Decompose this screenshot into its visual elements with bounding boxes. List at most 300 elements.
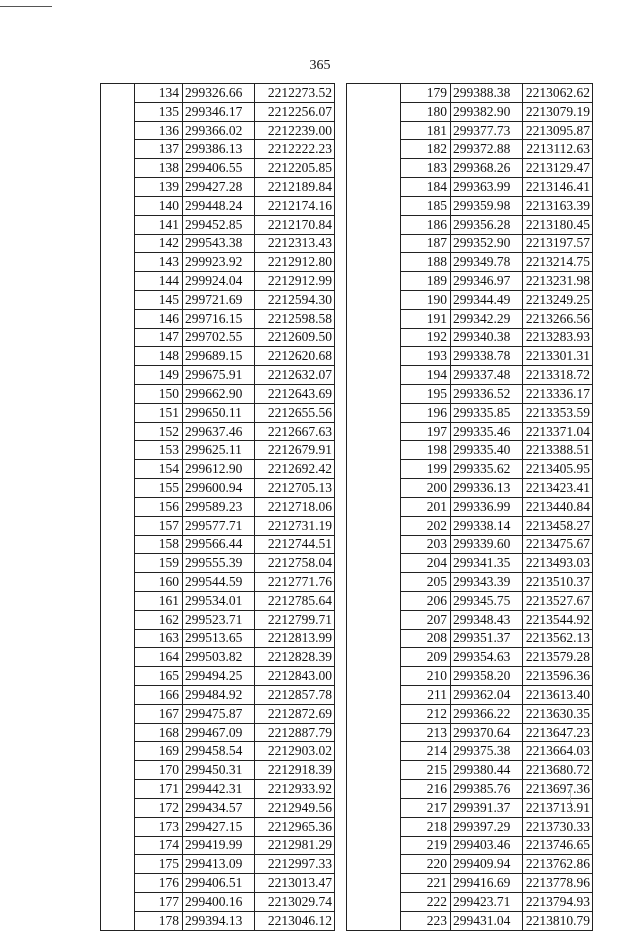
- table-row: [101, 874, 335, 893]
- point-number: 170: [135, 761, 183, 780]
- x-coordinate: 299406.55: [183, 159, 255, 178]
- empty-cell: [347, 272, 401, 291]
- empty-cell: [347, 516, 401, 535]
- table-row: [347, 159, 593, 178]
- table-row: [101, 309, 335, 328]
- x-coordinate: 299388.38: [451, 84, 523, 103]
- table-row: [347, 704, 593, 723]
- y-coordinate: 2212744.51: [255, 535, 335, 554]
- x-coordinate: 299494.25: [183, 667, 255, 686]
- table-row: [101, 328, 335, 347]
- x-coordinate: 299335.62: [451, 460, 523, 479]
- empty-cell: [101, 460, 135, 479]
- y-coordinate: 2213180.45: [523, 215, 593, 234]
- table-row: [101, 366, 335, 385]
- x-coordinate: 299406.51: [183, 874, 255, 893]
- y-coordinate: 2213283.93: [523, 328, 593, 347]
- point-number: 192: [401, 328, 451, 347]
- x-coordinate: 299386.13: [183, 140, 255, 159]
- empty-cell: [101, 855, 135, 874]
- y-coordinate: 2213029.74: [255, 892, 335, 911]
- empty-cell: [347, 441, 401, 460]
- y-coordinate: 2213730.33: [523, 817, 593, 836]
- x-coordinate: 299452.85: [183, 215, 255, 234]
- table-row: [101, 704, 335, 723]
- empty-cell: [101, 441, 135, 460]
- x-coordinate: 299689.15: [183, 347, 255, 366]
- point-number: 156: [135, 497, 183, 516]
- table-row: [347, 836, 593, 855]
- point-number: 214: [401, 742, 451, 761]
- y-coordinate: 2212771.76: [255, 573, 335, 592]
- y-coordinate: 2212887.79: [255, 723, 335, 742]
- empty-cell: [347, 196, 401, 215]
- empty-cell: [101, 892, 135, 911]
- table-row: [347, 121, 593, 140]
- point-number: 217: [401, 798, 451, 817]
- empty-cell: [347, 648, 401, 667]
- x-coordinate: 299403.46: [451, 836, 523, 855]
- table-row: [347, 554, 593, 573]
- y-coordinate: 2212256.07: [255, 102, 335, 121]
- y-coordinate: 2213163.39: [523, 196, 593, 215]
- y-coordinate: 2213630.35: [523, 704, 593, 723]
- empty-cell: [347, 629, 401, 648]
- empty-cell: [347, 817, 401, 836]
- point-number: 162: [135, 610, 183, 629]
- table-row: [101, 892, 335, 911]
- x-coordinate: 299340.38: [451, 328, 523, 347]
- x-coordinate: 299345.75: [451, 591, 523, 610]
- empty-cell: [347, 704, 401, 723]
- point-number: 207: [401, 610, 451, 629]
- point-number: 211: [401, 686, 451, 705]
- table-row: [347, 178, 593, 197]
- table-row: [101, 667, 335, 686]
- y-coordinate: 2213493.03: [523, 554, 593, 573]
- table-row: [101, 140, 335, 159]
- point-number: 160: [135, 573, 183, 592]
- point-number: 180: [401, 102, 451, 121]
- empty-cell: [347, 667, 401, 686]
- y-coordinate: 2213214.75: [523, 253, 593, 272]
- table-row: [347, 215, 593, 234]
- point-number: 172: [135, 798, 183, 817]
- x-coordinate: 299413.09: [183, 855, 255, 874]
- table-row: [347, 403, 593, 422]
- point-number: 206: [401, 591, 451, 610]
- empty-cell: [347, 460, 401, 479]
- x-coordinate: 299335.85: [451, 403, 523, 422]
- x-coordinate: 299370.64: [451, 723, 523, 742]
- table-row: [101, 742, 335, 761]
- x-coordinate: 299339.60: [451, 535, 523, 554]
- x-coordinate: 299637.46: [183, 422, 255, 441]
- point-number: 150: [135, 385, 183, 404]
- y-coordinate: 2212731.19: [255, 516, 335, 535]
- empty-cell: [347, 366, 401, 385]
- empty-cell: [101, 366, 135, 385]
- y-coordinate: 2212799.71: [255, 610, 335, 629]
- x-coordinate: 299721.69: [183, 290, 255, 309]
- table-row: [101, 817, 335, 836]
- x-coordinate: 299523.71: [183, 610, 255, 629]
- empty-cell: [101, 723, 135, 742]
- y-coordinate: 2213013.47: [255, 874, 335, 893]
- empty-cell: [347, 121, 401, 140]
- table-row: [101, 178, 335, 197]
- empty-cell: [347, 554, 401, 573]
- y-coordinate: 2213266.56: [523, 309, 593, 328]
- y-coordinate: 2213371.04: [523, 422, 593, 441]
- x-coordinate: 299394.13: [183, 911, 255, 930]
- point-number: 151: [135, 403, 183, 422]
- point-number: 221: [401, 874, 451, 893]
- empty-cell: [101, 516, 135, 535]
- table-row: [347, 892, 593, 911]
- table-row: [347, 347, 593, 366]
- x-coordinate: 299484.92: [183, 686, 255, 705]
- empty-cell: [347, 84, 401, 103]
- table-row: [101, 403, 335, 422]
- y-coordinate: 2212632.07: [255, 366, 335, 385]
- x-coordinate: 299543.38: [183, 234, 255, 253]
- empty-cell: [347, 140, 401, 159]
- point-number: 155: [135, 479, 183, 498]
- table-row: [347, 535, 593, 554]
- empty-cell: [101, 403, 135, 422]
- empty-cell: [347, 178, 401, 197]
- x-coordinate: 299544.59: [183, 573, 255, 592]
- empty-cell: [347, 102, 401, 121]
- point-number: 184: [401, 178, 451, 197]
- y-coordinate: 2213647.23: [523, 723, 593, 742]
- table-row: [101, 780, 335, 799]
- point-number: 138: [135, 159, 183, 178]
- table-row: [101, 911, 335, 930]
- y-coordinate: 2213544.92: [523, 610, 593, 629]
- point-number: 222: [401, 892, 451, 911]
- table-row: [347, 309, 593, 328]
- y-coordinate: 2213062.62: [523, 84, 593, 103]
- empty-cell: [101, 704, 135, 723]
- y-coordinate: 2212594.30: [255, 290, 335, 309]
- x-coordinate: 299336.13: [451, 479, 523, 498]
- y-coordinate: 2212981.29: [255, 836, 335, 855]
- empty-cell: [347, 290, 401, 309]
- table-row: [101, 573, 335, 592]
- table-row: [101, 215, 335, 234]
- empty-cell: [101, 629, 135, 648]
- y-coordinate: 2213336.17: [523, 385, 593, 404]
- x-coordinate: 299716.15: [183, 309, 255, 328]
- empty-cell: [101, 253, 135, 272]
- y-coordinate: 2212843.00: [255, 667, 335, 686]
- table-row: [101, 479, 335, 498]
- x-coordinate: 299348.43: [451, 610, 523, 629]
- empty-cell: [347, 742, 401, 761]
- empty-cell: [101, 347, 135, 366]
- x-coordinate: 299363.99: [451, 178, 523, 197]
- x-coordinate: 299612.90: [183, 460, 255, 479]
- table-row: [347, 385, 593, 404]
- point-number: 196: [401, 403, 451, 422]
- table-row: [347, 272, 593, 291]
- y-coordinate: 2212813.99: [255, 629, 335, 648]
- x-coordinate: 299427.28: [183, 178, 255, 197]
- empty-cell: [101, 911, 135, 930]
- empty-cell: [101, 836, 135, 855]
- point-number: 143: [135, 253, 183, 272]
- x-coordinate: 299923.92: [183, 253, 255, 272]
- point-number: 198: [401, 441, 451, 460]
- point-number: 136: [135, 121, 183, 140]
- x-coordinate: 299419.99: [183, 836, 255, 855]
- x-coordinate: 299336.52: [451, 385, 523, 404]
- y-coordinate: 2213095.87: [523, 121, 593, 140]
- point-number: 148: [135, 347, 183, 366]
- x-coordinate: 299467.09: [183, 723, 255, 742]
- point-number: 154: [135, 460, 183, 479]
- scan-edge-mark: [570, 785, 571, 803]
- y-coordinate: 2212705.13: [255, 479, 335, 498]
- point-number: 213: [401, 723, 451, 742]
- x-coordinate: 299448.24: [183, 196, 255, 215]
- x-coordinate: 299513.65: [183, 629, 255, 648]
- x-coordinate: 299400.16: [183, 892, 255, 911]
- table-row: [101, 798, 335, 817]
- table-row: [101, 84, 335, 103]
- table-row: [101, 591, 335, 610]
- x-coordinate: 299366.22: [451, 704, 523, 723]
- x-coordinate: 299368.26: [451, 159, 523, 178]
- point-number: 199: [401, 460, 451, 479]
- point-number: 208: [401, 629, 451, 648]
- y-coordinate: 2212679.91: [255, 441, 335, 460]
- point-number: 218: [401, 817, 451, 836]
- x-coordinate: 299337.48: [451, 366, 523, 385]
- table-row: [101, 159, 335, 178]
- point-number: 137: [135, 140, 183, 159]
- table-row: [101, 290, 335, 309]
- y-coordinate: 2213475.67: [523, 535, 593, 554]
- empty-cell: [347, 403, 401, 422]
- y-coordinate: 2213527.67: [523, 591, 593, 610]
- y-coordinate: 2212655.56: [255, 403, 335, 422]
- table-row: [347, 667, 593, 686]
- table-row: [101, 253, 335, 272]
- x-coordinate: 299377.73: [451, 121, 523, 140]
- table-row: [347, 253, 593, 272]
- point-number: 141: [135, 215, 183, 234]
- x-coordinate: 299343.39: [451, 573, 523, 592]
- table-row: [347, 196, 593, 215]
- table-row: [101, 347, 335, 366]
- empty-cell: [347, 497, 401, 516]
- y-coordinate: 2213129.47: [523, 159, 593, 178]
- point-number: 204: [401, 554, 451, 573]
- table-row: [101, 554, 335, 573]
- empty-cell: [101, 573, 135, 592]
- point-number: 176: [135, 874, 183, 893]
- empty-cell: [101, 309, 135, 328]
- y-coordinate: 2212857.78: [255, 686, 335, 705]
- point-number: 152: [135, 422, 183, 441]
- point-number: 194: [401, 366, 451, 385]
- table-row: [347, 648, 593, 667]
- x-coordinate: 299600.94: [183, 479, 255, 498]
- y-coordinate: 2213405.95: [523, 460, 593, 479]
- y-coordinate: 2212965.36: [255, 817, 335, 836]
- y-coordinate: 2212273.52: [255, 84, 335, 103]
- y-coordinate: 2213680.72: [523, 761, 593, 780]
- point-number: 215: [401, 761, 451, 780]
- empty-cell: [347, 723, 401, 742]
- y-coordinate: 2213249.25: [523, 290, 593, 309]
- point-number: 188: [401, 253, 451, 272]
- point-number: 216: [401, 780, 451, 799]
- table-row: [347, 497, 593, 516]
- empty-cell: [101, 121, 135, 140]
- x-coordinate: 299566.44: [183, 535, 255, 554]
- y-coordinate: 2213197.57: [523, 234, 593, 253]
- point-number: 177: [135, 892, 183, 911]
- table-row: [347, 102, 593, 121]
- empty-cell: [347, 159, 401, 178]
- x-coordinate: 299397.29: [451, 817, 523, 836]
- point-number: 135: [135, 102, 183, 121]
- coordinates-table-right: [346, 83, 593, 931]
- x-coordinate: 299344.49: [451, 290, 523, 309]
- point-number: 145: [135, 290, 183, 309]
- table-row: [347, 516, 593, 535]
- top-left-rule: [0, 6, 52, 7]
- x-coordinate: 299335.46: [451, 422, 523, 441]
- y-coordinate: 2213794.93: [523, 892, 593, 911]
- y-coordinate: 2212758.04: [255, 554, 335, 573]
- y-coordinate: 2213231.98: [523, 272, 593, 291]
- x-coordinate: 299662.90: [183, 385, 255, 404]
- table-row: [347, 422, 593, 441]
- x-coordinate: 299675.91: [183, 366, 255, 385]
- y-coordinate: 2213423.41: [523, 479, 593, 498]
- y-coordinate: 2212912.99: [255, 272, 335, 291]
- x-coordinate: 299577.71: [183, 516, 255, 535]
- table-row: [347, 140, 593, 159]
- empty-cell: [347, 892, 401, 911]
- x-coordinate: 299427.15: [183, 817, 255, 836]
- table-row: [347, 723, 593, 742]
- x-coordinate: 299352.90: [451, 234, 523, 253]
- table-row: [101, 836, 335, 855]
- empty-cell: [347, 874, 401, 893]
- table-row: [347, 742, 593, 761]
- table-row: [101, 535, 335, 554]
- coordinates-table-left: [100, 83, 335, 931]
- y-coordinate: 2212785.64: [255, 591, 335, 610]
- x-coordinate: 299326.66: [183, 84, 255, 103]
- point-number: 203: [401, 535, 451, 554]
- x-coordinate: 299391.37: [451, 798, 523, 817]
- point-number: 175: [135, 855, 183, 874]
- y-coordinate: 2212205.85: [255, 159, 335, 178]
- point-number: 173: [135, 817, 183, 836]
- y-coordinate: 2212903.02: [255, 742, 335, 761]
- x-coordinate: 299351.37: [451, 629, 523, 648]
- point-number: 139: [135, 178, 183, 197]
- point-number: 158: [135, 535, 183, 554]
- empty-cell: [101, 648, 135, 667]
- empty-cell: [347, 780, 401, 799]
- y-coordinate: 2213079.19: [523, 102, 593, 121]
- x-coordinate: 299356.28: [451, 215, 523, 234]
- table-row: [347, 591, 593, 610]
- table-row: [101, 441, 335, 460]
- table-row: [347, 798, 593, 817]
- y-coordinate: 2213778.96: [523, 874, 593, 893]
- y-coordinate: 2212598.58: [255, 309, 335, 328]
- empty-cell: [347, 836, 401, 855]
- point-number: 210: [401, 667, 451, 686]
- x-coordinate: 299450.31: [183, 761, 255, 780]
- x-coordinate: 299534.01: [183, 591, 255, 610]
- point-number: 178: [135, 911, 183, 930]
- table-row: [101, 648, 335, 667]
- point-number: 186: [401, 215, 451, 234]
- empty-cell: [101, 272, 135, 291]
- empty-cell: [101, 159, 135, 178]
- point-number: 183: [401, 159, 451, 178]
- empty-cell: [101, 328, 135, 347]
- point-number: 193: [401, 347, 451, 366]
- x-coordinate: 299416.69: [451, 874, 523, 893]
- x-coordinate: 299423.71: [451, 892, 523, 911]
- empty-cell: [101, 422, 135, 441]
- empty-cell: [347, 798, 401, 817]
- point-number: 159: [135, 554, 183, 573]
- point-number: 189: [401, 272, 451, 291]
- point-number: 166: [135, 686, 183, 705]
- y-coordinate: 2213112.63: [523, 140, 593, 159]
- empty-cell: [101, 234, 135, 253]
- empty-cell: [101, 610, 135, 629]
- x-coordinate: 299431.04: [451, 911, 523, 930]
- empty-cell: [101, 215, 135, 234]
- empty-cell: [101, 742, 135, 761]
- point-number: 202: [401, 516, 451, 535]
- point-number: 187: [401, 234, 451, 253]
- point-number: 169: [135, 742, 183, 761]
- y-coordinate: 2212620.68: [255, 347, 335, 366]
- table-row: [347, 290, 593, 309]
- empty-cell: [101, 780, 135, 799]
- point-number: 167: [135, 704, 183, 723]
- empty-cell: [347, 610, 401, 629]
- point-number: 149: [135, 366, 183, 385]
- x-coordinate: 299650.11: [183, 403, 255, 422]
- x-coordinate: 299625.11: [183, 441, 255, 460]
- x-coordinate: 299335.40: [451, 441, 523, 460]
- empty-cell: [101, 761, 135, 780]
- empty-cell: [347, 215, 401, 234]
- empty-cell: [347, 309, 401, 328]
- point-number: 205: [401, 573, 451, 592]
- y-coordinate: 2213318.72: [523, 366, 593, 385]
- table-row: [101, 460, 335, 479]
- x-coordinate: 299342.29: [451, 309, 523, 328]
- table-row: [347, 686, 593, 705]
- x-coordinate: 299338.78: [451, 347, 523, 366]
